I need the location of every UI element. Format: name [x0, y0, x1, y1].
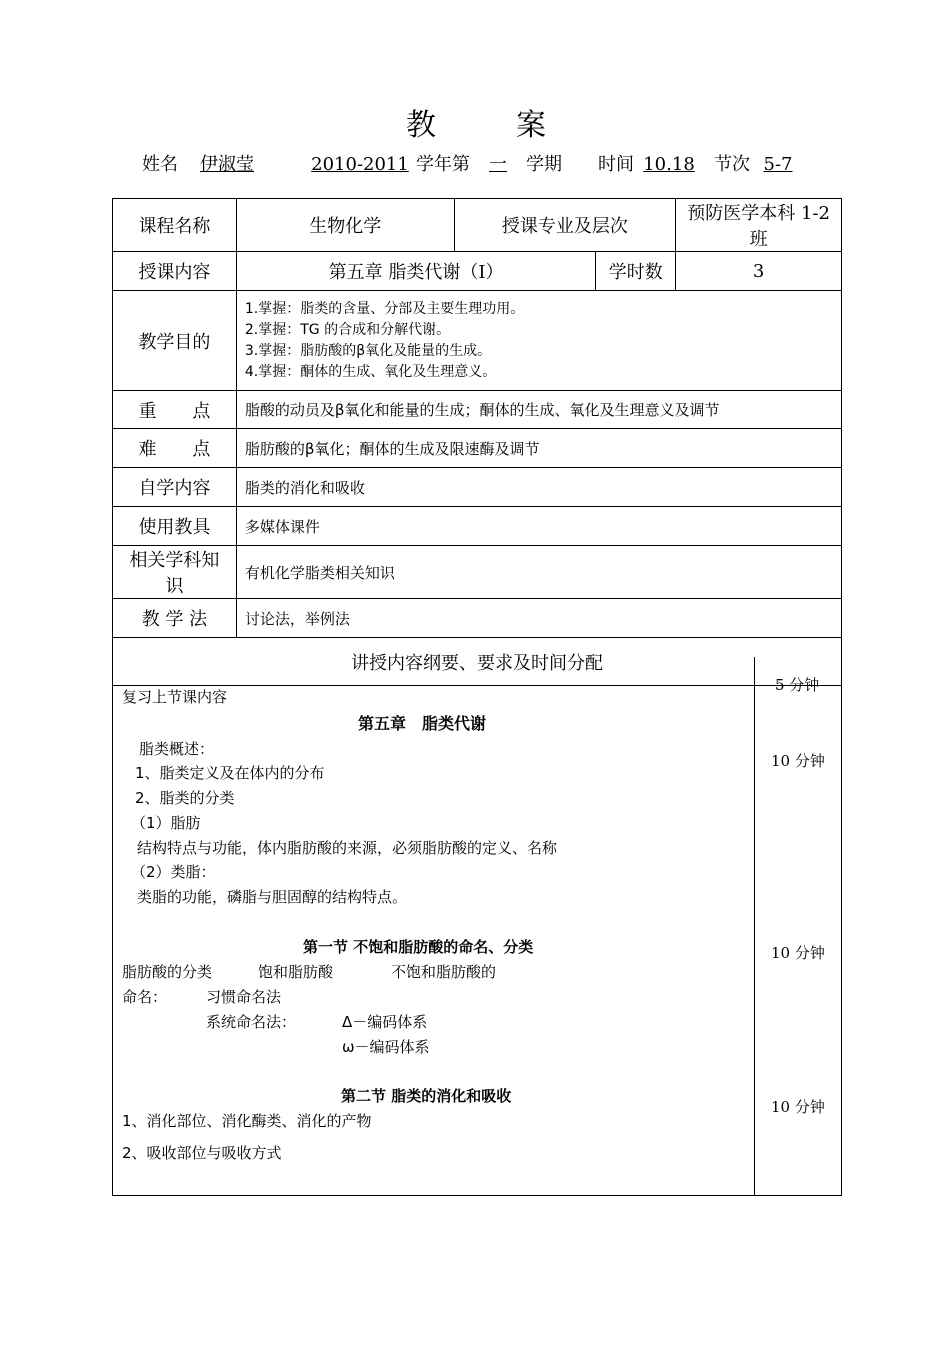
body-line: （2）类脂：: [131, 863, 216, 881]
hours-label: 学时数: [596, 252, 676, 291]
objective-item: 4.掌握：酮体的生成、氧化及生理意义。: [244, 363, 497, 380]
content-label: 授课内容: [113, 252, 237, 291]
objectives-label: 教学目的: [113, 291, 237, 391]
period-value: 5-7: [763, 154, 793, 175]
section-1-heading: 第一节 不饱和脂肪酸的命名、分类: [303, 938, 534, 956]
key-value: 脂酸的动员及β氧化和能量的生成；酮体的生成、氧化及生理意义及调节: [236, 391, 841, 429]
self-study-value: 脂类的消化和吸收: [236, 468, 841, 507]
body-line: 命名：: [122, 988, 168, 1006]
major-value: 预防医学本科 1-2 班: [676, 199, 842, 252]
major-label: 授课专业及层次: [454, 199, 676, 252]
method-value: 讨论法，举例法: [236, 599, 841, 638]
time-value: 10.18: [643, 154, 695, 175]
page-title: [0, 100, 952, 144]
lesson-header-table: [112, 198, 842, 686]
hours-value: 3: [676, 252, 842, 291]
period-label: 节次: [714, 154, 750, 175]
body-line: Δ－编码体系: [342, 1013, 428, 1031]
key-label: 重 点: [113, 391, 237, 429]
meta-line: [142, 150, 806, 176]
tools-label: 使用教具: [113, 507, 237, 546]
body-line: 2、吸收部位与吸收方式: [122, 1144, 282, 1162]
difficult-label: 难 点: [113, 429, 237, 468]
time-label: 时间: [598, 154, 634, 175]
outline-label: 讲授内容纲要、要求及时间分配: [113, 638, 842, 686]
name-label: 姓名: [142, 154, 178, 175]
objective-item: 3.掌握：脂肪酸的β氧化及能量的生成。: [244, 342, 492, 359]
term-label: 学年第: [416, 154, 470, 175]
body-line: 脂类概述：: [139, 740, 215, 758]
time-column-divider: [754, 657, 755, 1195]
name-value: 伊淑莹: [200, 154, 254, 175]
term-suffix: 学期: [526, 154, 562, 175]
course-value: 生物化学: [236, 199, 454, 252]
section-2-heading: 第二节 脂类的消化和吸收: [341, 1087, 512, 1105]
related-label: 相关学科知识: [113, 546, 237, 599]
method-label: 教 学 法: [113, 599, 237, 638]
self-study-label: 自学内容: [113, 468, 237, 507]
body-line: 系统命名法：: [206, 1013, 297, 1031]
body-line: ω－编码体系: [342, 1038, 430, 1056]
title-char-1: 教: [406, 108, 436, 143]
body-line: 结构特点与功能，体内脂肪酸的来源，必须脂肪酸的定义、名称: [137, 839, 558, 857]
body-line: （1）脂肪: [131, 814, 201, 832]
body-line: 1、消化部位、消化酶类、消化的产物: [122, 1112, 372, 1130]
body-line: 类脂的功能，磷脂与胆固醇的结构特点。: [137, 888, 408, 906]
body-line: 2、脂类的分类: [135, 789, 235, 807]
title-char-2: 案: [516, 108, 546, 143]
time-allocation: 10 分钟: [771, 752, 825, 770]
term-value: 一: [489, 154, 507, 175]
tools-value: 多媒体课件: [236, 507, 841, 546]
objective-item: 2.掌握：TG 的合成和分解代谢。: [244, 321, 451, 338]
time-allocation: 10 分钟: [771, 1098, 825, 1116]
related-value: 有机化学脂类相关知识: [236, 546, 841, 599]
year-value: 2010-2011: [311, 154, 409, 175]
time-allocation: 10 分钟: [771, 944, 825, 962]
objective-item: 1.掌握：脂类的含量、分部及主要生理功用。: [244, 300, 525, 317]
body-line: 1、脂类定义及在体内的分布: [135, 764, 325, 782]
content-value: 第五章 脂类代谢（I）: [236, 252, 595, 291]
body-line: 脂肪酸的分类: [122, 963, 213, 981]
body-line: 饱和脂肪酸: [258, 963, 334, 981]
difficult-value: 脂肪酸的β氧化；酮体的生成及限速酶及调节: [236, 429, 841, 468]
body-line: 不饱和脂肪酸的: [391, 963, 497, 981]
body-line: 习惯命名法: [206, 988, 282, 1006]
course-label: 课程名称: [113, 199, 237, 252]
objectives-list: [236, 291, 841, 391]
lesson-body: [112, 657, 842, 1196]
review-line: 复习上节课内容: [122, 688, 228, 706]
chapter-heading: 第五章 脂类代谢: [358, 714, 487, 733]
time-allocation: 5 分钟: [775, 676, 820, 694]
